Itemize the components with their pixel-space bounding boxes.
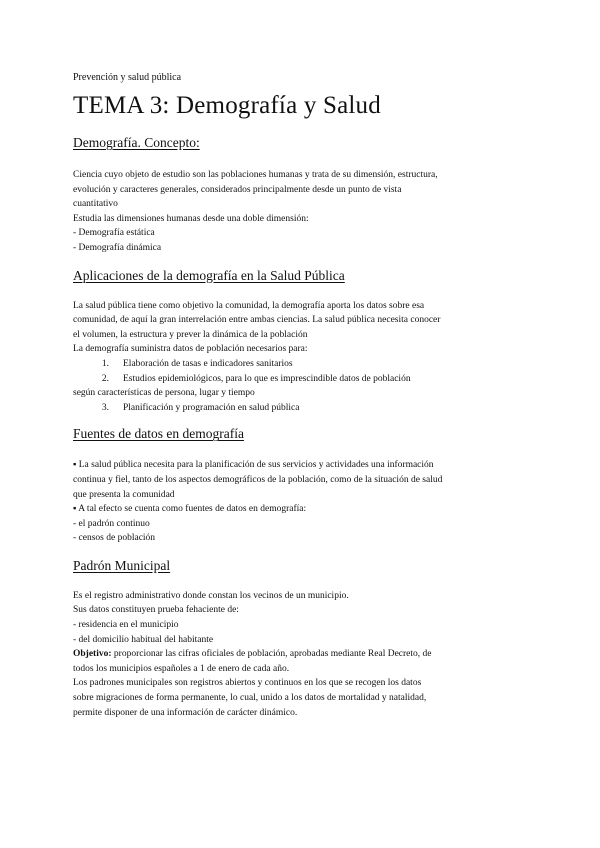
item-text: Planificación y programación en salud pública bbox=[123, 402, 300, 413]
item-number: 1. bbox=[101, 358, 109, 369]
course-name: Prevención y salud pública bbox=[73, 72, 182, 83]
paragraph-line: La demografía suministra datos de población necesarios para: bbox=[73, 344, 308, 355]
section-heading-padron: Padrón Municipal bbox=[73, 557, 171, 573]
paragraph-line: todos los municipios españoles a 1 de enero de cada año. bbox=[73, 663, 290, 674]
paragraph-line: ▪ A tal efecto se cuenta como fuentes de datos en demografía: bbox=[73, 504, 307, 515]
document-page bbox=[73, 72, 533, 720]
list-item: - censos de población bbox=[73, 533, 156, 544]
list-item: - Demografía estática bbox=[73, 228, 155, 239]
paragraph-line: Estudia las dimensiones humanas desde una doble dimensión: bbox=[73, 213, 309, 224]
list-item: - Demografía dinámica bbox=[73, 242, 162, 253]
paragraph-line bbox=[73, 647, 533, 662]
numbered-item bbox=[73, 357, 533, 372]
section-body-aplicaciones bbox=[73, 299, 533, 416]
item-number: 3. bbox=[101, 402, 109, 413]
paragraph-line: Sus datos constituyen prueba fehaciente de: bbox=[73, 605, 239, 616]
paragraph-line: La salud pública tiene como objetivo la comunidad, la demografía aporta los datos sobre esa bbox=[73, 300, 425, 311]
paragraph-line: Es el registro administrativo donde constan los vecinos de un municipio. bbox=[73, 590, 349, 601]
paragraph-line: según características de persona, lugar y tiempo bbox=[73, 388, 255, 399]
numbered-item bbox=[73, 372, 533, 387]
item-text: Estudios epidemiológicos, para lo que es imprescindible datos de población bbox=[123, 373, 411, 384]
list-item: - del domicilio habitual del habitante bbox=[73, 634, 214, 645]
section-heading-fuentes: Fuentes de datos en demografía bbox=[73, 426, 244, 442]
paragraph-line: ▪ La salud pública necesita para la planificación de sus servicios y actividades una información bbox=[73, 460, 434, 471]
paragraph-line: Ciencia cuyo objeto de estudio son las poblaciones humanas y trata de su dimensión, estructura, bbox=[73, 170, 438, 180]
section-heading-concepto: Demografía. Concepto: bbox=[73, 135, 200, 150]
objetivo-label: Objetivo: bbox=[73, 649, 112, 660]
section-body-fuentes bbox=[73, 458, 533, 546]
paragraph-line: el volumen, la estructura y prever la dinámica de la población bbox=[73, 329, 308, 340]
paragraph-line: sobre migraciones de forma permanente, lo cual, unido a los datos de mortalidad y natalidad, bbox=[73, 693, 427, 704]
paragraph-line: evolución y caracteres generales, considerados principalmente desde un punto de vista bbox=[73, 184, 402, 195]
section-body-padron bbox=[73, 589, 533, 720]
paragraph-line: continua y fiel, tanto de los aspectos demográficos de la población, como de la situación de salud bbox=[73, 474, 443, 485]
list-item: - residencia en el municipio bbox=[73, 620, 179, 631]
paragraph-line: cuantitativo bbox=[73, 199, 118, 210]
list-item: - el padrón continuo bbox=[73, 518, 150, 529]
paragraph-line: que presenta la comunidad bbox=[73, 489, 175, 500]
page-title: TEMA 3: Demografía y Salud bbox=[73, 92, 381, 119]
numbered-item bbox=[73, 401, 533, 416]
item-number: 2. bbox=[101, 373, 109, 384]
item-text: Elaboración de tasas e indicadores sanitarios bbox=[123, 358, 293, 369]
paragraph-line: comunidad, de aquí la gran interrelación entre ambas ciencias. La salud pública necesita conocer bbox=[73, 315, 441, 326]
paragraph-line: Los padrones municipales son registros abiertos y continuos en los que se recogen los datos bbox=[73, 678, 422, 689]
paragraph-line: permite disponer de una información de carácter dinámico. bbox=[73, 707, 298, 718]
objetivo-text: proporcionar las cifras oficiales de población, aprobadas mediante Real Decreto, de bbox=[111, 649, 432, 660]
section-heading-aplicaciones: Aplicaciones de la demografía en la Salud Pública bbox=[73, 267, 345, 283]
section-body-concepto bbox=[73, 168, 533, 256]
